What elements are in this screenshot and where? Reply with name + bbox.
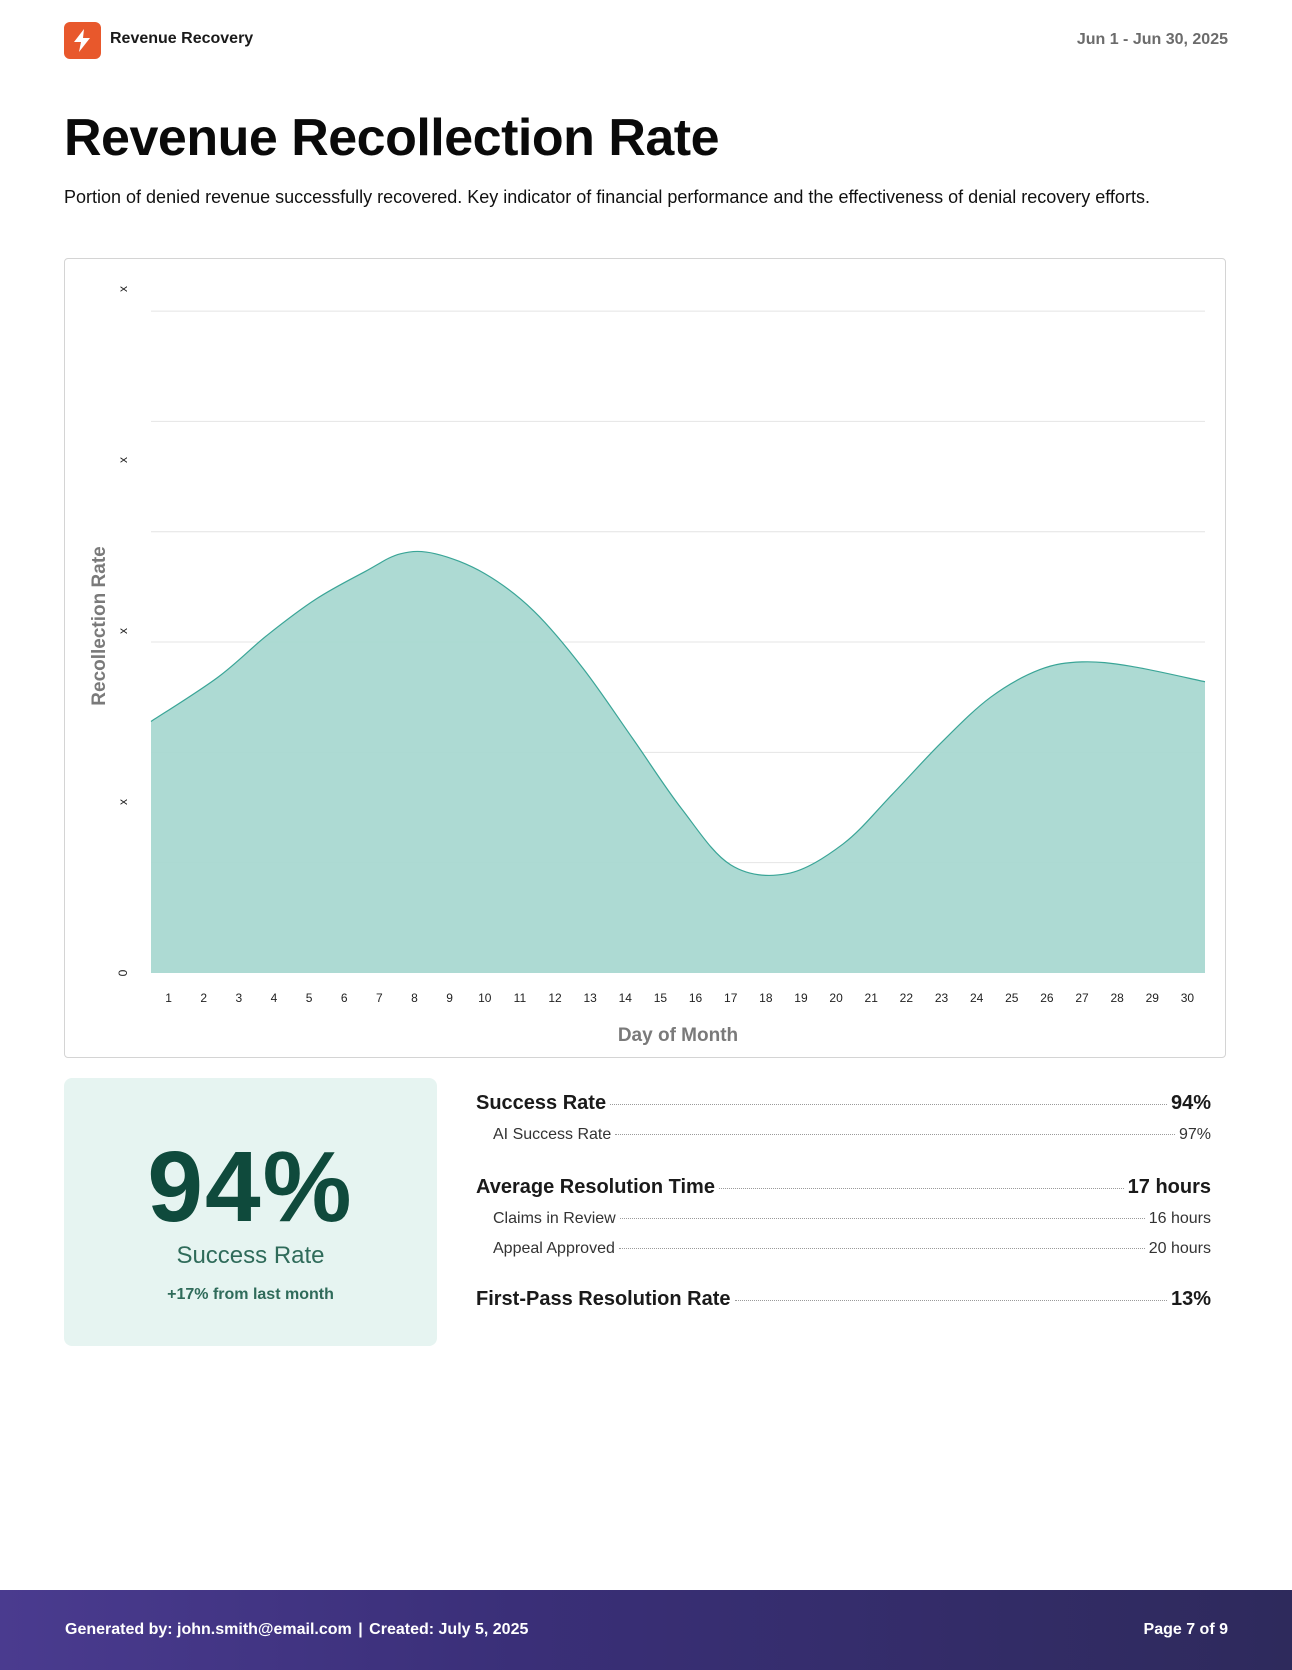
app-logo bbox=[64, 22, 101, 59]
dot-leader bbox=[619, 1248, 1145, 1249]
date-range: Jun 1 - Jun 30, 2025 bbox=[1076, 31, 1228, 48]
kpi-delta: +17% from last month bbox=[167, 1286, 334, 1303]
metric-row-claims-in-review bbox=[476, 1210, 1211, 1236]
x-axis-label: Day of Month bbox=[617, 1025, 739, 1046]
x-tick-label: 20 bbox=[829, 991, 843, 1005]
x-tick-label: 8 bbox=[411, 991, 418, 1005]
metric-row-average-resolution-time bbox=[476, 1176, 1211, 1206]
x-tick-label: 26 bbox=[1040, 991, 1054, 1005]
dot-leader bbox=[735, 1300, 1167, 1301]
y-tick-label: x bbox=[116, 628, 130, 634]
y-tick-label: x bbox=[116, 799, 130, 805]
dot-leader bbox=[719, 1188, 1124, 1189]
x-tick-label: 6 bbox=[340, 991, 348, 1005]
page-description: Portion of denied revenue successfully recovered. Key indicator of financial performance and the effectiveness of denial recovery efforts. bbox=[64, 187, 1150, 207]
x-tick-label: 15 bbox=[653, 991, 668, 1005]
x-tick-label: 21 bbox=[864, 991, 878, 1005]
recollection-rate-chart bbox=[65, 259, 1225, 1057]
x-tick-label: 4 bbox=[270, 991, 278, 1005]
dot-leader bbox=[620, 1218, 1145, 1219]
report-header bbox=[64, 22, 1228, 58]
report-footer bbox=[0, 1590, 1292, 1670]
x-tick-label: 11 bbox=[513, 991, 527, 1005]
created-date: Created: July 5, 2025 bbox=[369, 1621, 529, 1638]
x-tick-label: 24 bbox=[969, 991, 984, 1005]
x-tick-label: 3 bbox=[235, 991, 243, 1005]
kpi-label: Success Rate bbox=[176, 1242, 325, 1269]
page-title: Revenue Recollection Rate bbox=[64, 109, 720, 167]
metric-value: 97% bbox=[1178, 1126, 1211, 1143]
x-tick-label: 17 bbox=[724, 991, 738, 1005]
lightning-icon bbox=[73, 29, 92, 52]
x-tick-label: 12 bbox=[548, 991, 562, 1005]
metric-row-success-rate bbox=[476, 1092, 1211, 1122]
chart-card bbox=[64, 258, 1226, 1058]
metric-label: Average Resolution Time bbox=[476, 1176, 715, 1198]
footer-separator: | bbox=[358, 1621, 363, 1638]
metric-label: Success Rate bbox=[476, 1092, 607, 1114]
x-tick-label: 1 bbox=[165, 991, 172, 1005]
dot-leader bbox=[615, 1134, 1175, 1135]
kpi-value: 94% bbox=[147, 1131, 354, 1243]
metric-label: AI Success Rate bbox=[493, 1126, 612, 1143]
footer-meta bbox=[65, 1621, 528, 1639]
metric-value: 13% bbox=[1170, 1288, 1211, 1310]
y-tick-label: x bbox=[116, 457, 130, 463]
metric-label: First-Pass Resolution Rate bbox=[476, 1288, 731, 1310]
metric-label: Claims in Review bbox=[493, 1210, 616, 1227]
page-number: Page 7 of 9 bbox=[1143, 1621, 1228, 1638]
x-tick-label: 5 bbox=[305, 991, 313, 1005]
x-tick-label: 27 bbox=[1075, 991, 1089, 1005]
metric-row-ai-success-rate bbox=[476, 1126, 1211, 1152]
area-fill bbox=[151, 551, 1205, 973]
metric-value: 20 hours bbox=[1148, 1240, 1211, 1257]
x-tick-label: 22 bbox=[899, 991, 914, 1005]
x-tick-label: 9 bbox=[446, 991, 453, 1005]
generated-by: Generated by: john.smith@email.com bbox=[65, 1621, 352, 1638]
y-tick-label: x bbox=[116, 286, 130, 292]
metrics-list bbox=[476, 1092, 1211, 1318]
x-tick-label: 29 bbox=[1145, 991, 1159, 1005]
x-tick-label: 13 bbox=[583, 991, 597, 1005]
y-tick-label: 0 bbox=[116, 969, 130, 977]
kpi-card bbox=[64, 1078, 437, 1346]
metric-value: 16 hours bbox=[1148, 1210, 1211, 1227]
x-tick-label: 14 bbox=[618, 991, 632, 1005]
x-tick-label: 10 bbox=[478, 991, 492, 1005]
x-tick-label: 2 bbox=[200, 991, 208, 1005]
metric-value: 94% bbox=[1170, 1092, 1211, 1114]
x-tick-label: 18 bbox=[759, 991, 773, 1005]
x-tick-label: 28 bbox=[1110, 991, 1124, 1005]
x-tick-label: 16 bbox=[688, 991, 703, 1005]
metric-row-appeal-approved bbox=[476, 1240, 1211, 1266]
x-tick-label: 25 bbox=[1005, 991, 1019, 1005]
brand-name: Revenue Recovery bbox=[110, 30, 254, 47]
metric-row-first-pass-resolution-rate bbox=[476, 1288, 1211, 1318]
x-tick-label: 23 bbox=[934, 991, 949, 1005]
metric-value: 17 hours bbox=[1127, 1176, 1211, 1198]
y-axis-label: Recollection Rate bbox=[89, 546, 110, 706]
dot-leader bbox=[610, 1104, 1167, 1105]
x-tick-label: 19 bbox=[794, 991, 808, 1005]
x-tick-label: 30 bbox=[1180, 991, 1195, 1005]
metric-label: Appeal Approved bbox=[493, 1240, 615, 1257]
x-tick-label: 7 bbox=[376, 991, 383, 1005]
